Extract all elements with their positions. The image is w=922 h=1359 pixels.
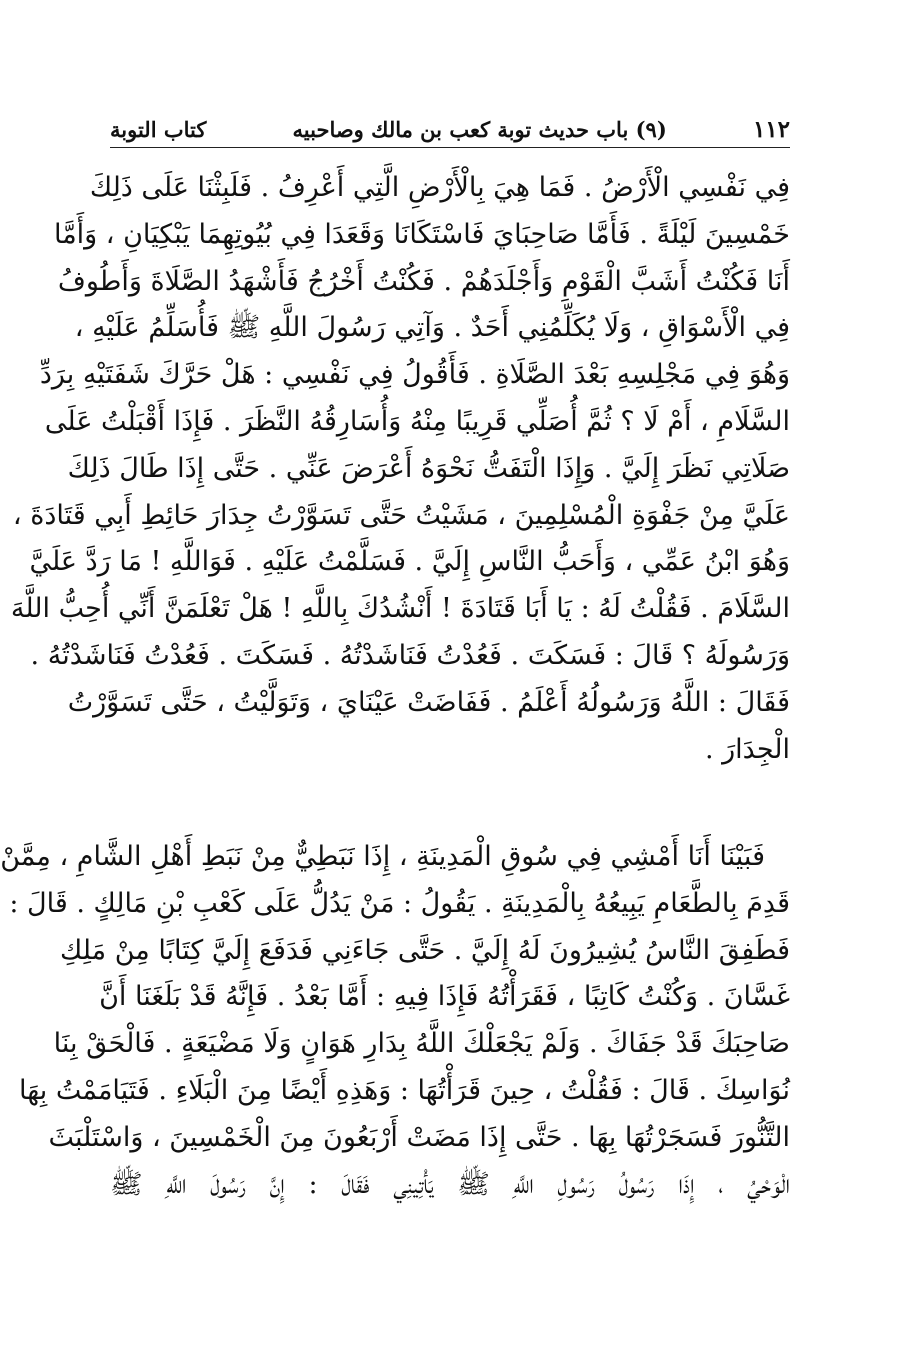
text-line: غَسَّانَ . وَكُنْتُ كَاتِبًا ، فَقَرَأْتُهُ فَإِذَا فِيهِ : أَمَّا بَعْدُ . فَإِنَّهُ قَدْ بَلَغَنَا أَنَّ xyxy=(99,981,790,1013)
text-line: أَنَا فَكُنْتُ أَشَبَّ الْقَوْمِ وَأَجْلَدَهُمْ . فَكُنْتُ أَخْرُجُ فَأَشْهَدُ الصَّلَاةَ وَأَطُوفُ xyxy=(57,265,790,297)
book-title: كتاب التوبة xyxy=(110,116,207,142)
text-line: قَدِمَ بِالطَّعَامِ يَبِيعُهُ بِالْمَدِينَةِ . يَقُولُ : مَنْ يَدُلُّ عَلَى كَعْبِ بْنِ مَالِكٍ . قَالَ : xyxy=(9,887,790,919)
text-line: فَبَيْنَا أَنَا أَمْشِي فِي سُوقِ الْمَدِينَةِ ، إِذَا نَبَطِيٌّ مِنْ نَبَطِ أَهْلِ الشَّامِ ، مِمَّنْ xyxy=(0,841,765,872)
text-line: الْجِدَارَ . xyxy=(704,733,790,765)
text-line: خَمْسِينَ لَيْلَةً . فَأَمَّا صَاحِبَايَ فَاسْتَكَانَا وَقَعَدَا فِي بُيُوتِهِمَا يَبْكِيَانِ ، وَأَمَّا xyxy=(53,218,790,250)
text-line: الْوَحْيُ ، إِذَا رَسُولُ رَسُولِ اللَّهِ ﷺ يَأْتِينِي فَقَالَ : إِنَّ رَسُولَ اللَّهِ ﷺ xyxy=(110,1168,790,1200)
paragraph-2 xyxy=(0,834,790,1208)
text-line: وَرَسُولَهُ ؟ قَالَ : فَسَكَتَ . فَعُدْتُ فَنَاشَدْتُهُ . فَسَكَتَ . فَعُدْتُ فَنَاشَدْتُهُ . xyxy=(30,639,790,671)
text-line: فِي الْأَسْوَاقِ ، وَلَا يُكَلِّمُنِي أَحَدٌ . وَآتِي رَسُولَ اللَّهِ ﷺ فَأُسَلِّمُ عَلَيْهِ ، xyxy=(74,312,790,344)
text-line: عَلَيَّ مِنْ جَفْوَةِ الْمُسْلِمِينَ ، مَشَيْتُ حَتَّى تَسَوَّرْتُ جِدَارَ حَائِطِ أَبِي قَتَادَةَ ، xyxy=(12,499,790,531)
text-line: وَهُوَ فِي مَجْلِسِهِ بَعْدَ الصَّلَاةِ . فَأَقُولُ فِي نَفْسِي : هَلْ حَرَّكَ شَفَتَيْهِ بِرَدِّ xyxy=(39,359,790,391)
page-number: ١١٢ xyxy=(752,115,790,143)
text-line: صَاحِبَكَ قَدْ جَفَاكَ . وَلَمْ يَجْعَلْكَ اللَّهُ بِدَارِ هَوَانٍ وَلَا مَضْيَعَةٍ . فَالْحَقْ بِنَا xyxy=(53,1028,790,1060)
text-line: فَطَفِقَ النَّاسُ يُشِيرُونَ لَهُ إِلَيَّ . حَتَّى جَاءَنِي فَدَفَعَ إِلَيَّ كِتَابًا مِنْ مَلِكِ xyxy=(59,934,790,966)
text-line: نُوَاسِكَ . قَالَ : فَقُلْتُ ، حِينَ قَرَأْتُهَا : وَهَذِهِ أَيْضًا مِنَ الْبَلَاءِ . فَتَيَامَمْتُ بِهَا xyxy=(19,1074,790,1106)
text-line: التَّنُّورَ فَسَجَرْتُهَا بِهَا . حَتَّى إِذَا مَضَتْ أَرْبَعُونَ مِنَ الْخَمْسِينَ ، وَاسْتَلْبَثَ xyxy=(48,1121,790,1153)
text-line: فِي نَفْسِي الْأَرْضُ . فَمَا هِيَ بِالْأَرْضِ الَّتِي أَعْرِفُ . فَلَبِثْنَا عَلَى ذَلِكَ xyxy=(89,172,790,203)
text-line: السَّلَامِ ، أَمْ لَا ؟ ثُمَّ أُصَلِّي قَرِيبًا مِنْهُ وَأُسَارِقُهُ النَّظَرَ . فَإِذَا أَقْبَلْتُ عَلَى xyxy=(44,405,790,437)
text-line: السَّلَامَ . فَقُلْتُ لَهُ : يَا أَبَا قَتَادَةَ ! أَنْشُدُكَ بِاللَّهِ ! هَلْ تَعْلَمَنَّ أَنِّي أُحِبُّ اللَّهَ xyxy=(10,593,790,625)
text-line: وَهُوَ ابْنُ عَمِّي ، وَأَحَبُّ النَّاسِ إِلَيَّ . فَسَلَّمْتُ عَلَيْهِ . فَوَاللَّهِ ! مَا رَدَّ عَلَيَّ xyxy=(29,546,790,578)
chapter-title: (٩) باب حديث توبة كعب بن مالك وصاحبيه xyxy=(292,116,667,142)
text-line: فَقَالَ : اللَّهُ وَرَسُولُهُ أَعْلَمُ . فَفَاضَتْ عَيْنَايَ ، وَتَوَلَّيْتُ ، حَتَّى تَسَوَّرْتُ xyxy=(67,686,790,718)
paragraph-1 xyxy=(10,165,790,773)
header-rule xyxy=(110,147,790,148)
running-head xyxy=(110,112,790,146)
text-line: صَلَاتِي نَظَرَ إِلَيَّ . وَإِذَا الْتَفَتُّ نَحْوَهُ أَعْرَضَ عَنِّي . حَتَّى إِذَا طَالَ ذَلِكَ xyxy=(67,452,790,484)
